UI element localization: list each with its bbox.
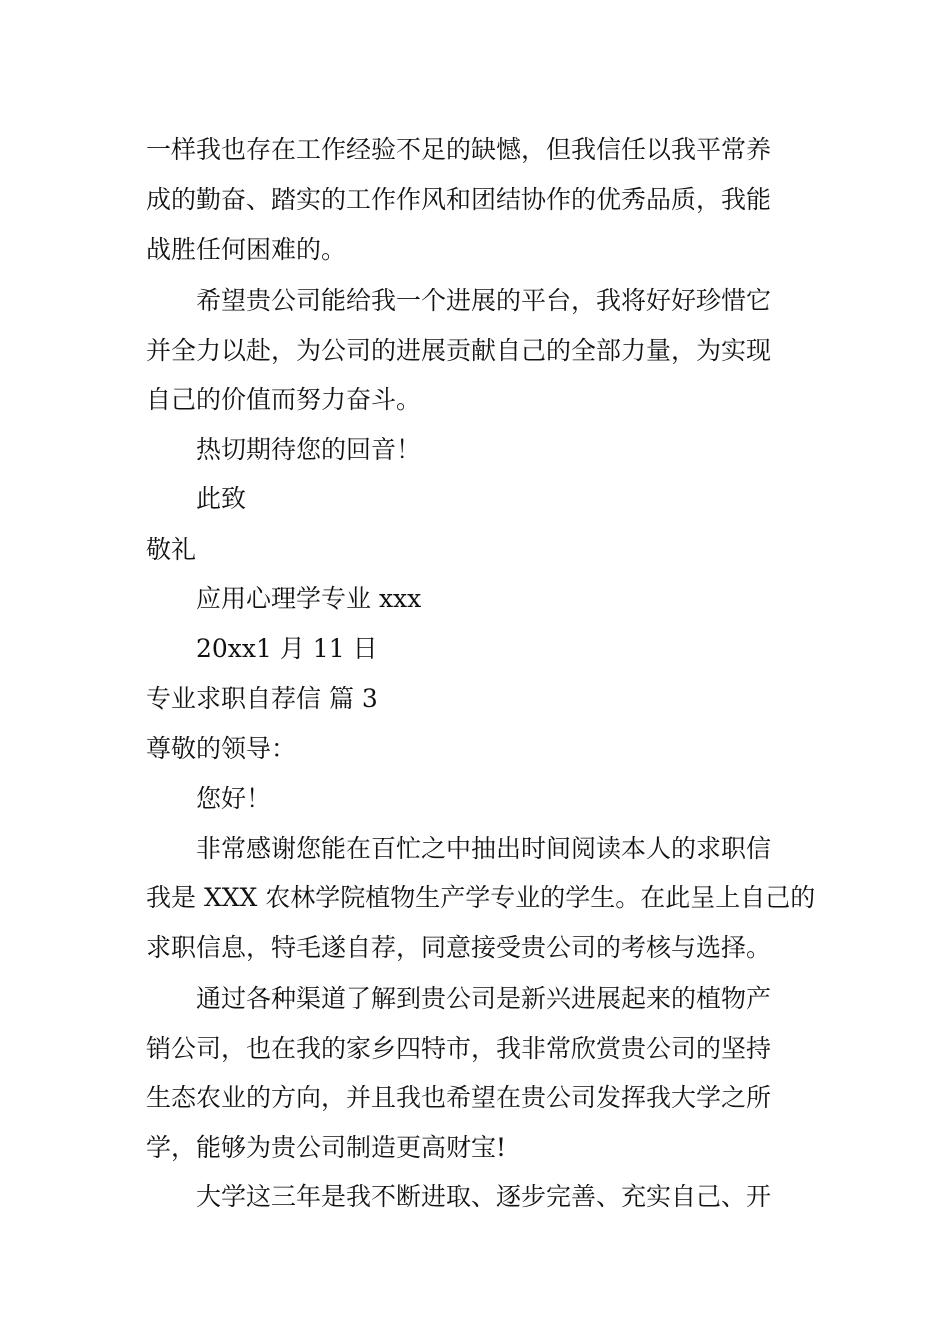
text-line: 通过各种渠道了解到贵公司是新兴进展起来的植物产 bbox=[196, 984, 772, 1013]
salutation: 尊敬的领导： bbox=[146, 734, 297, 763]
text-line: 成的勤奋、踏实的工作作风和团结协作的优秀品质，我能 bbox=[146, 185, 772, 214]
text-line: 敬礼 bbox=[146, 535, 197, 564]
text-line: 您好！ bbox=[196, 784, 272, 813]
text-line: 此致 bbox=[196, 484, 247, 513]
text-line: 一样我也存在工作经验不足的缺憾，但我信任以我平常养 bbox=[146, 135, 772, 164]
text-line: 学，能够为贵公司制造更高财宝! bbox=[146, 1133, 507, 1162]
text-line: 热切期待您的回音！ bbox=[196, 435, 422, 464]
text-line: 我是 XXX 农林学院植物生产学专业的学生。在此呈上自己的 bbox=[146, 883, 816, 912]
text-line: 并全力以赴，为公司的进展贡献自己的全部力量，为实现 bbox=[146, 336, 772, 365]
text-line: 应用心理学专业 xxx bbox=[196, 584, 422, 613]
text-line: 销公司，也在我的家乡四特市，我非常欣赏贵公司的坚持 bbox=[146, 1034, 772, 1063]
text-line: 20xx1 月 11 日 bbox=[196, 634, 378, 663]
section-heading: 专业求职自荐信 篇 3 bbox=[146, 684, 378, 713]
text-line: 自己的价值而努力奋斗。 bbox=[146, 385, 422, 414]
text-line: 非常感谢您能在百忙之中抽出时间阅读本人的求职信 bbox=[196, 834, 772, 863]
text-line: 大学这三年是我不断进取、逐步完善、充实自己、开 bbox=[196, 1182, 772, 1211]
text-line: 求职信息，特毛遂自荐，同意接受贵公司的考核与选择。 bbox=[146, 933, 772, 962]
text-line: 战胜任何困难的。 bbox=[146, 235, 347, 264]
text-line: 希望贵公司能给我一个进展的平台，我将好好珍惜它 bbox=[196, 286, 772, 315]
text-line: 生态农业的方向，并且我也希望在贵公司发挥我大学之所 bbox=[146, 1083, 772, 1112]
